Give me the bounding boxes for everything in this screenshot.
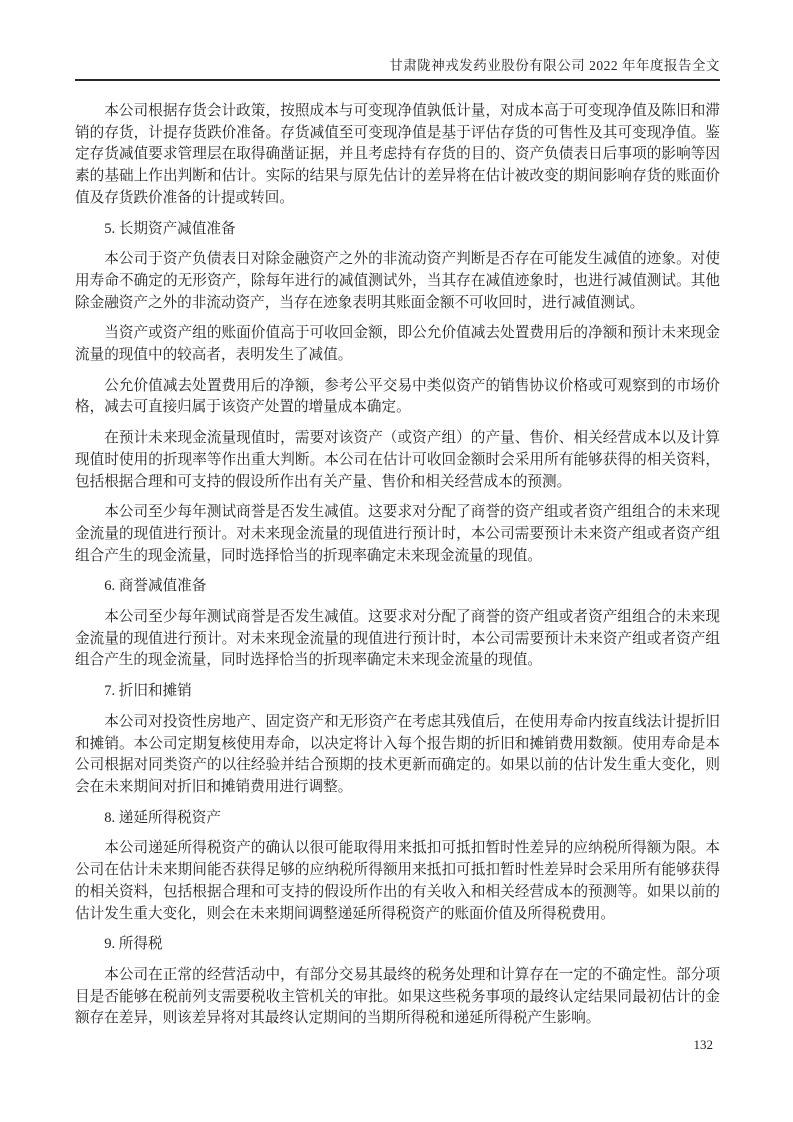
paragraph-goodwill-test-repeat: 本公司至少每年测试商誉是否发生减值。这要求对分配了商誉的资产组或者资产组组合的未来现金流量的现值进行预计。对未来现金流量的现值进行预计时，本公司需要预计未来资产组或者资产组组合产生的现金流量，同时选择恰当的折现率确定未来现金流量的现值。	[75, 609, 720, 669]
paragraph-future-cash-flow-estimate: 在预计未来现金流量现值时，需要对该资产（或资产组）的产量、售价、相关经营成本以及计算现值时使用的折现率等作出重大判断。本公司在估计可收回金额时会采用所有能够获得的相关资料，包括根据合理和可支持的假设所作出有关产量、售价和相关经营成本的预测。	[75, 430, 720, 490]
paragraph-carrying-amount: 当资产或资产组的账面价值高于可收回金额，即公允价值减去处置费用后的净额和预计未来现金流量的现值中的较高者，表明发生了减值。	[75, 325, 720, 364]
paragraph-fair-value-less-disposal: 公允价值减去处置费用后的净额，参考公平交易中类似资产的销售协议价格或可观察到的市场价格，减去可直接归属于该资产处置的增量成本确定。	[75, 377, 720, 416]
paragraph-depreciation-policy: 本公司对投资性房地产、固定资产和无形资产在考虑其残值后，在使用寿命内按直线法计提折旧和摊销。本公司定期复核使用寿命，以决定将计入每个报告期的折旧和摊销费用数额。使用寿命是本公司根据对同类资产的以往经验并结合预期的技术更新而确定的。如果以前的估计发生重大变化，则会在未来期间对折旧和摊销费用进行调整。	[75, 713, 720, 795]
paragraph-deferred-tax-recognition: 本公司递延所得税资产的确认以很可能取得用来抵扣可抵扣暂时性差异的应纳税所得额为限。本公司在估计未来期间能否获得足够的应纳税所得额用来抵扣可抵扣暂时性差异时会采用所有能够获得的相关资料，包括根据合理和可支持的假设所作出的有关收入和相关经营成本的预测等。如果以前的估计发生重大变化，则会在未来期间调整递延所得税资产的账面价值及所得税费用。	[75, 840, 720, 922]
paragraph-inventory-provision: 本公司根据存货会计政策，按照成本与可变现净值孰低计量，对成本高于可变现净值及陈旧和滞销的存货，计提存货跌价准备。存货减值至可变现净值是基于评估存货的可售性及其可变现净值。鉴定存货减值要求管理层在取得确凿证据，并且考虑持有存货的目的、资产负债表日后事项的影响等因素的基础上作出判断和估计。实际的结果与原先估计的差异将在估计被改变的期间影响存货的账面价值及存货跌价准备的计提或转回。	[75, 103, 720, 206]
paragraph-income-tax-uncertainty: 本公司在正常的经营活动中，有部分交易其最终的税务处理和计算存在一定的不确定性。部分项目是否能够在税前列支需要税收主管机关的审批。如果这些税务事项的最终认定结果同最初估计的金额存在差异，则该差异将对其最终认定期间的当期所得税和递延所得税产生影响。	[75, 966, 720, 1027]
paragraph-goodwill-test: 本公司至少每年测试商誉是否发生减值。这要求对分配了商誉的资产组或者资产组组合的未来现金流量的现值进行预计。对未来现金流量的现值进行预计时，本公司需要预计未来资产组或者资产组组合产生的现金流量，同时选择恰当的折现率确定未来现金流量的现值。	[75, 504, 720, 564]
section-heading-5-long-term-asset-impairment: 5. 长期资产减值准备	[104, 220, 236, 237]
report-header	[75, 0, 720, 81]
document-body	[75, 81, 720, 1030]
section-heading-7-depreciation-amortization: 7. 折旧和摊销	[104, 683, 192, 700]
section-heading-6-goodwill-impairment: 6. 商誉减值准备	[104, 578, 207, 595]
paragraph-impairment-indicators: 本公司于资产负债表日对除金融资产之外的非流动资产判断是否存在可能发生减值的迹象。对使用寿命不确定的无形资产，除每年进行的减值测试外，当其存在减值迹象时，也进行减值测试。其他除金融资产之外的非流动资产，当存在迹象表明其账面金额不可收回时，进行减值测试。	[75, 251, 720, 311]
page-number: 132	[693, 1037, 713, 1052]
report-page	[75, 0, 720, 1122]
section-heading-8-deferred-tax-assets: 8. 递延所得税资产	[104, 809, 221, 826]
section-heading-9-income-tax: 9. 所得税	[104, 936, 163, 953]
report-title: 甘肃陇神戎发药业股份有限公司 2022 年年度报告全文	[389, 58, 720, 73]
